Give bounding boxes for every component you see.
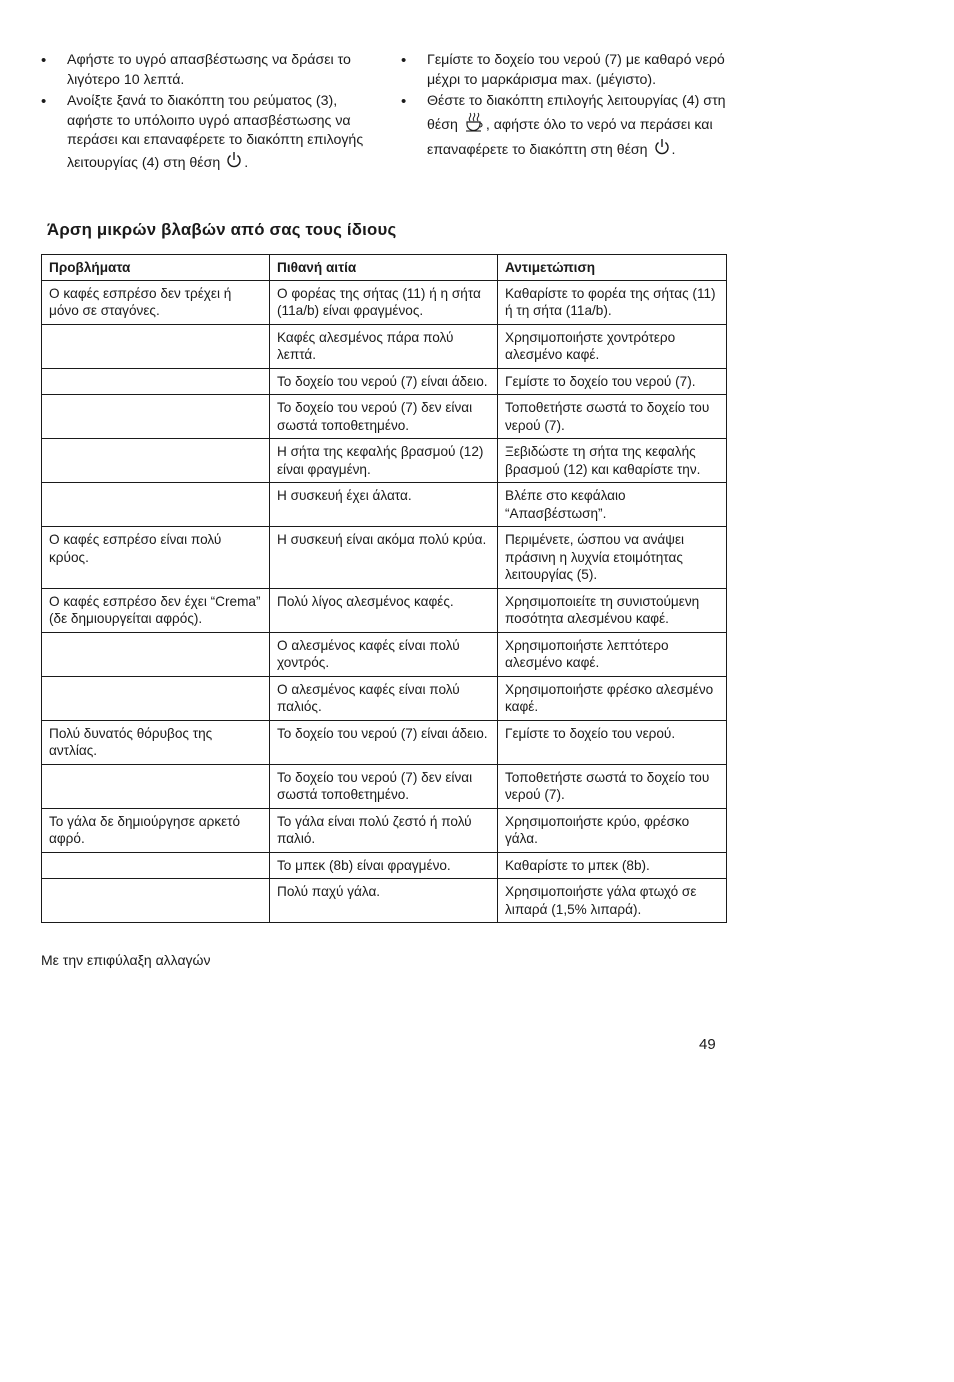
cause-cell: Ο αλεσμένος καφές είναι πολύ παλιός. <box>270 676 498 720</box>
column-header-problems: Προβλήματα <box>42 255 270 281</box>
cause-cell: Η συσκευή έχει άλατα. <box>270 483 498 527</box>
problem-cell: Πολύ δυνατός θόρυβος της αντλίας. <box>42 720 270 764</box>
intro-columns <box>41 51 731 211</box>
power-icon <box>226 151 242 176</box>
table-row <box>42 720 727 764</box>
cause-cell: Η συσκευή είναι ακόμα πολύ κρύα. <box>270 527 498 589</box>
problem-cell <box>42 439 270 483</box>
table-row <box>42 280 727 324</box>
table-row <box>42 368 727 395</box>
bullet-text-end: . <box>671 142 676 159</box>
bullet-text: Θέστε το διακόπτη επιλογής λειτουργίας (4) στη θέση <box>427 93 726 133</box>
table-row <box>42 764 727 808</box>
intro-right-column <box>401 51 731 165</box>
table-row <box>42 632 727 676</box>
bullet-dot: • <box>401 52 407 69</box>
problem-cell <box>42 852 270 879</box>
bullet-dot: • <box>401 93 407 111</box>
bullet-text-end: . <box>244 154 249 171</box>
remedy-cell: Γεμίστε το δοχείο του νερού. <box>498 720 727 764</box>
remedy-cell: Χρησιμοποιήστε κρύο, φρέσκο γάλα. <box>498 808 727 852</box>
remedy-cell: Περιμένετε, ώσπου να ανάψει πράσινη η λυχνία ετοιμότητας λειτουργίας (5). <box>498 527 727 589</box>
cause-cell: Το δοχείο του νερού (7) είναι άδειο. <box>270 368 498 395</box>
problem-cell: Ο καφές εσπρέσο δεν τρέχει ή μόνο σε σταγόνες. <box>42 280 270 324</box>
remedy-cell: Βλέπε στο κεφάλαιο “Απασβέστωση”. <box>498 483 727 527</box>
table-row <box>42 588 727 632</box>
bullet-dot: • <box>41 93 47 111</box>
remedy-cell: Χρησιμοποιείτε τη συνιστούμενη ποσότητα αλεσμένου καφέ. <box>498 588 727 632</box>
page-number: 49 <box>699 1036 716 1053</box>
cause-cell: Η σήτα της κεφαλής βρασμού (12) είναι φραγμένη. <box>270 439 498 483</box>
remedy-cell: Ξεβιδώστε τη σήτα της κεφαλής βρασμού (12) και καθαρίστε την. <box>498 439 727 483</box>
problem-cell <box>42 676 270 720</box>
table-header-row <box>42 255 727 281</box>
problem-cell: Το γάλα δε δημιούργησε αρκετό αφρό. <box>42 808 270 852</box>
bullet-item <box>41 92 371 175</box>
table-row <box>42 852 727 879</box>
cause-cell: Το δοχείο του νερού (7) δεν είναι σωστά τοποθετημένο. <box>270 764 498 808</box>
table-row <box>42 676 727 720</box>
bullet-text: Αφήστε το υγρό απασβέστωσης να δράσει το λιγότερο 10 λεπτά. <box>67 52 351 88</box>
problem-cell <box>42 483 270 527</box>
cause-cell: Ο φορέας της σήτας (11) ή η σήτα (11a/b) είναι φραγμένος. <box>270 280 498 324</box>
cause-cell: Το δοχείο του νερού (7) δεν είναι σωστά τοποθετημένο. <box>270 395 498 439</box>
table-row <box>42 527 727 589</box>
table-row <box>42 483 727 527</box>
problem-cell <box>42 879 270 923</box>
problem-cell <box>42 395 270 439</box>
table-row <box>42 879 727 923</box>
remedy-cell: Καθαρίστε το φορέα της σήτας (11) ή τη σήτα (11a/b). <box>498 280 727 324</box>
bullet-text: Γεμίστε το δοχείο του νερού (7) με καθαρό νερό μέχρι το μαρκάρισμα max. (μέγιστο). <box>427 52 725 88</box>
cause-cell: Πολύ παχύ γάλα. <box>270 879 498 923</box>
cause-cell: Ο αλεσμένος καφές είναι πολύ χοντρός. <box>270 632 498 676</box>
footnote: Με την επιφύλαξη αλλαγών <box>41 952 211 968</box>
remedy-cell: Καθαρίστε το μπεκ (8b). <box>498 852 727 879</box>
intro-left-column <box>41 51 371 178</box>
remedy-cell: Τοποθετήστε σωστά το δοχείο του νερού (7). <box>498 764 727 808</box>
troubleshooting-table <box>41 254 727 923</box>
remedy-cell: Γεμίστε το δοχείο του νερού (7). <box>498 368 727 395</box>
cause-cell: Καφές αλεσμένος πάρα πολύ λεπτά. <box>270 324 498 368</box>
cause-cell: Το δοχείο του νερού (7) είναι άδειο. <box>270 720 498 764</box>
problem-cell <box>42 324 270 368</box>
section-title: Άρση μικρών βλαβών από σας τους ίδιους <box>47 220 397 239</box>
remedy-cell: Χρησιμοποιήστε χοντρότερο αλεσμένο καφέ. <box>498 324 727 368</box>
table-row <box>42 439 727 483</box>
cause-cell: Το γάλα είναι πολύ ζεστό ή πολύ παλιό. <box>270 808 498 852</box>
bullet-text-continued: , αφήστε όλο το νερό να περάσει και επαναφέρετε το διακόπτη στη θέση <box>427 116 713 159</box>
bullet-item <box>41 51 371 90</box>
table-row <box>42 324 727 368</box>
power-icon <box>654 138 670 163</box>
problem-cell <box>42 632 270 676</box>
steam-cup-icon <box>464 112 484 139</box>
bullet-item <box>401 51 731 90</box>
bullet-dot: • <box>41 52 47 69</box>
problem-cell <box>42 764 270 808</box>
problem-cell: Ο καφές εσπρέσο είναι πολύ κρύος. <box>42 527 270 589</box>
column-header-cause: Πιθανή αιτία <box>270 255 498 281</box>
remedy-cell: Τοποθετήστε σωστά το δοχείο του νερού (7). <box>498 395 727 439</box>
cause-cell: Το μπεκ (8b) είναι φραγμένο. <box>270 852 498 879</box>
problem-cell <box>42 368 270 395</box>
table-row <box>42 808 727 852</box>
table-row <box>42 395 727 439</box>
remedy-cell: Χρησιμοποιήστε γάλα φτωχό σε λιπαρά (1,5% λιπαρά). <box>498 879 727 923</box>
bullet-item <box>401 92 731 163</box>
remedy-cell: Χρησιμοποιήστε λεπτότερο αλεσμένο καφέ. <box>498 632 727 676</box>
remedy-cell: Χρησιμοποιήστε φρέσκο αλεσμένο καφέ. <box>498 676 727 720</box>
table-body <box>42 280 727 923</box>
column-header-remedy: Αντιμετώπιση <box>498 255 727 281</box>
bullet-text: Ανοίξτε ξανά το διακόπτη του ρεύματος (3), αφήστε το υπόλοιπο υγρό απασβέστωσης να περάσει και επαναφέρετε το διακόπτη επιλογής λειτουργίας (4) στη θέση <box>67 93 364 171</box>
cause-cell: Πολύ λίγος αλεσμένος καφές. <box>270 588 498 632</box>
problem-cell: Ο καφές εσπρέσο δεν έχει “Crema” (δε δημιουργείται αφρός). <box>42 588 270 632</box>
